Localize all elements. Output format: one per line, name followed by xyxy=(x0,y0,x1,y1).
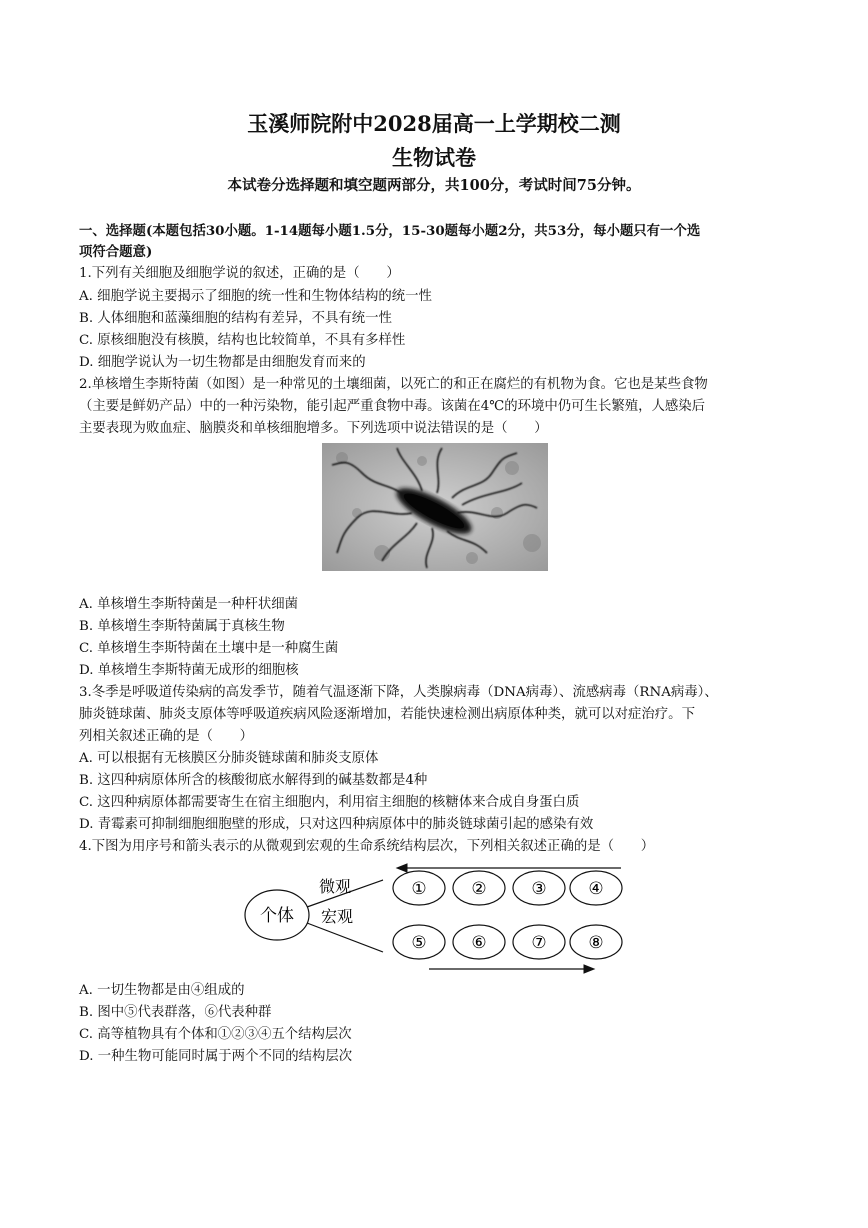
question-4-option-a: A. 一切生物都是由④组成的 xyxy=(79,983,245,998)
life-system-hierarchy-diagram xyxy=(243,862,628,982)
question-1-option-a: A. 细胞学说主要揭示了细胞的统一性和生物体结构的统一性 xyxy=(79,289,432,304)
question-4-option-d: D. 一种生物可能同时属于两个不同的结构层次 xyxy=(79,1049,353,1064)
node-6: ⑥ xyxy=(471,933,487,953)
section-heading: 一、选择题(本题包括30小题。1-14题每小题1.5分，15-30题每小题2分，共53分，每小题只有一个选 xyxy=(79,223,701,239)
node-4: ④ xyxy=(588,879,604,899)
question-2-option-c: C. 单核增生李斯特菌在土壤中是一种腐生菌 xyxy=(79,641,339,656)
question-1-option-d: D. 细胞学说认为一切生物都是由细胞发育而来的 xyxy=(79,355,366,370)
node-1: ① xyxy=(411,879,427,899)
question-2-option-a: A. 单核增生李斯特菌是一种杆状细菌 xyxy=(79,597,299,612)
node-8: ⑧ xyxy=(588,933,604,953)
question-4-stem: 4.下图为用序号和箭头表示的从微观到宏观的生命系统结构层次，下列相关叙述正确的是（ ） xyxy=(79,839,655,854)
question-3-option-b: B. 这四种病原体所含的核酸彻底水解得到的碱基数都是4种 xyxy=(79,773,428,788)
micro-label: 微观 xyxy=(319,877,352,896)
question-1-stem: 1.下列有关细胞及细胞学说的叙述，正确的是（ ） xyxy=(79,266,400,281)
question-3-stem: 3.冬季是呼吸道传染病的高发季节，随着气温逐渐下降，人类腺病毒（DNA病毒）、流感病毒（RNA病毒）、 xyxy=(79,685,718,700)
question-3-stem-cont2: 列相关叙述正确的是（ ） xyxy=(79,729,254,744)
exam-instructions: 本试卷分选择题和填空题两部分，共100分，考试时间75分钟。 xyxy=(227,177,641,194)
question-1-option-b: B. 人体细胞和蓝藻细胞的结构有差异，不具有统一性 xyxy=(79,311,392,326)
question-4-option-c: C. 高等植物具有个体和①②③④五个结构层次 xyxy=(79,1027,352,1042)
question-3-option-c: C. 这四种病原体都需要寄生在宿主细胞内，利用宿主细胞的核糖体来合成自身蛋白质 xyxy=(79,795,580,810)
question-2-option-b: B. 单核增生李斯特菌属于真核生物 xyxy=(79,619,285,634)
macro-label: 宏观 xyxy=(321,907,354,926)
question-2-stem: 2.单核增生李斯特菌（如图）是一种常见的土壤细菌，以死亡的和正在腐烂的有机物为食。它也是某些食物 xyxy=(79,377,708,392)
question-2-option-d: D. 单核增生李斯特菌无成形的细胞核 xyxy=(79,663,299,678)
node-2: ② xyxy=(471,879,487,899)
individual-label: 个体 xyxy=(260,906,294,926)
question-3-option-d: D. 青霉素可抑制细胞细胞壁的形成，只对这四种病原体中的肺炎链球菌引起的感染有效 xyxy=(79,817,594,832)
question-2-stem-cont: （主要是鲜奶产品）中的一种污染物，能引起严重食物中毒。该菌在4℃的环境中仍可生长繁殖，人感染后 xyxy=(79,399,706,414)
question-3-option-a: A. 可以根据有无核膜区分肺炎链球菌和肺炎支原体 xyxy=(79,751,379,766)
node-7: ⑦ xyxy=(531,933,547,953)
node-5: ⑤ xyxy=(411,933,427,953)
question-1-option-c: C. 原核细胞没有核膜，结构也比较简单，不具有多样性 xyxy=(79,333,406,348)
question-2-stem-cont2: 主要表现为败血症、脑膜炎和单核细胞增多。下列选项中说法错误的是（ ） xyxy=(79,421,548,436)
exam-title: 玉溪师院附中2028届高一上学期校二测 xyxy=(247,111,621,136)
question-3-stem-cont: 肺炎链球菌、肺炎支原体等呼吸道疾病风险逐渐增加，若能快速检测出病原体种类，就可以对症治疗。下 xyxy=(79,707,695,722)
question-4-option-b: B. 图中⑤代表群落，⑥代表种群 xyxy=(79,1005,272,1020)
listeria-bacterium-image xyxy=(322,443,548,571)
macro-branch-line xyxy=(307,923,383,952)
node-3: ③ xyxy=(531,879,547,899)
exam-subject: 生物试卷 xyxy=(392,145,476,170)
section-heading-cont: 项符合题意) xyxy=(79,244,153,260)
